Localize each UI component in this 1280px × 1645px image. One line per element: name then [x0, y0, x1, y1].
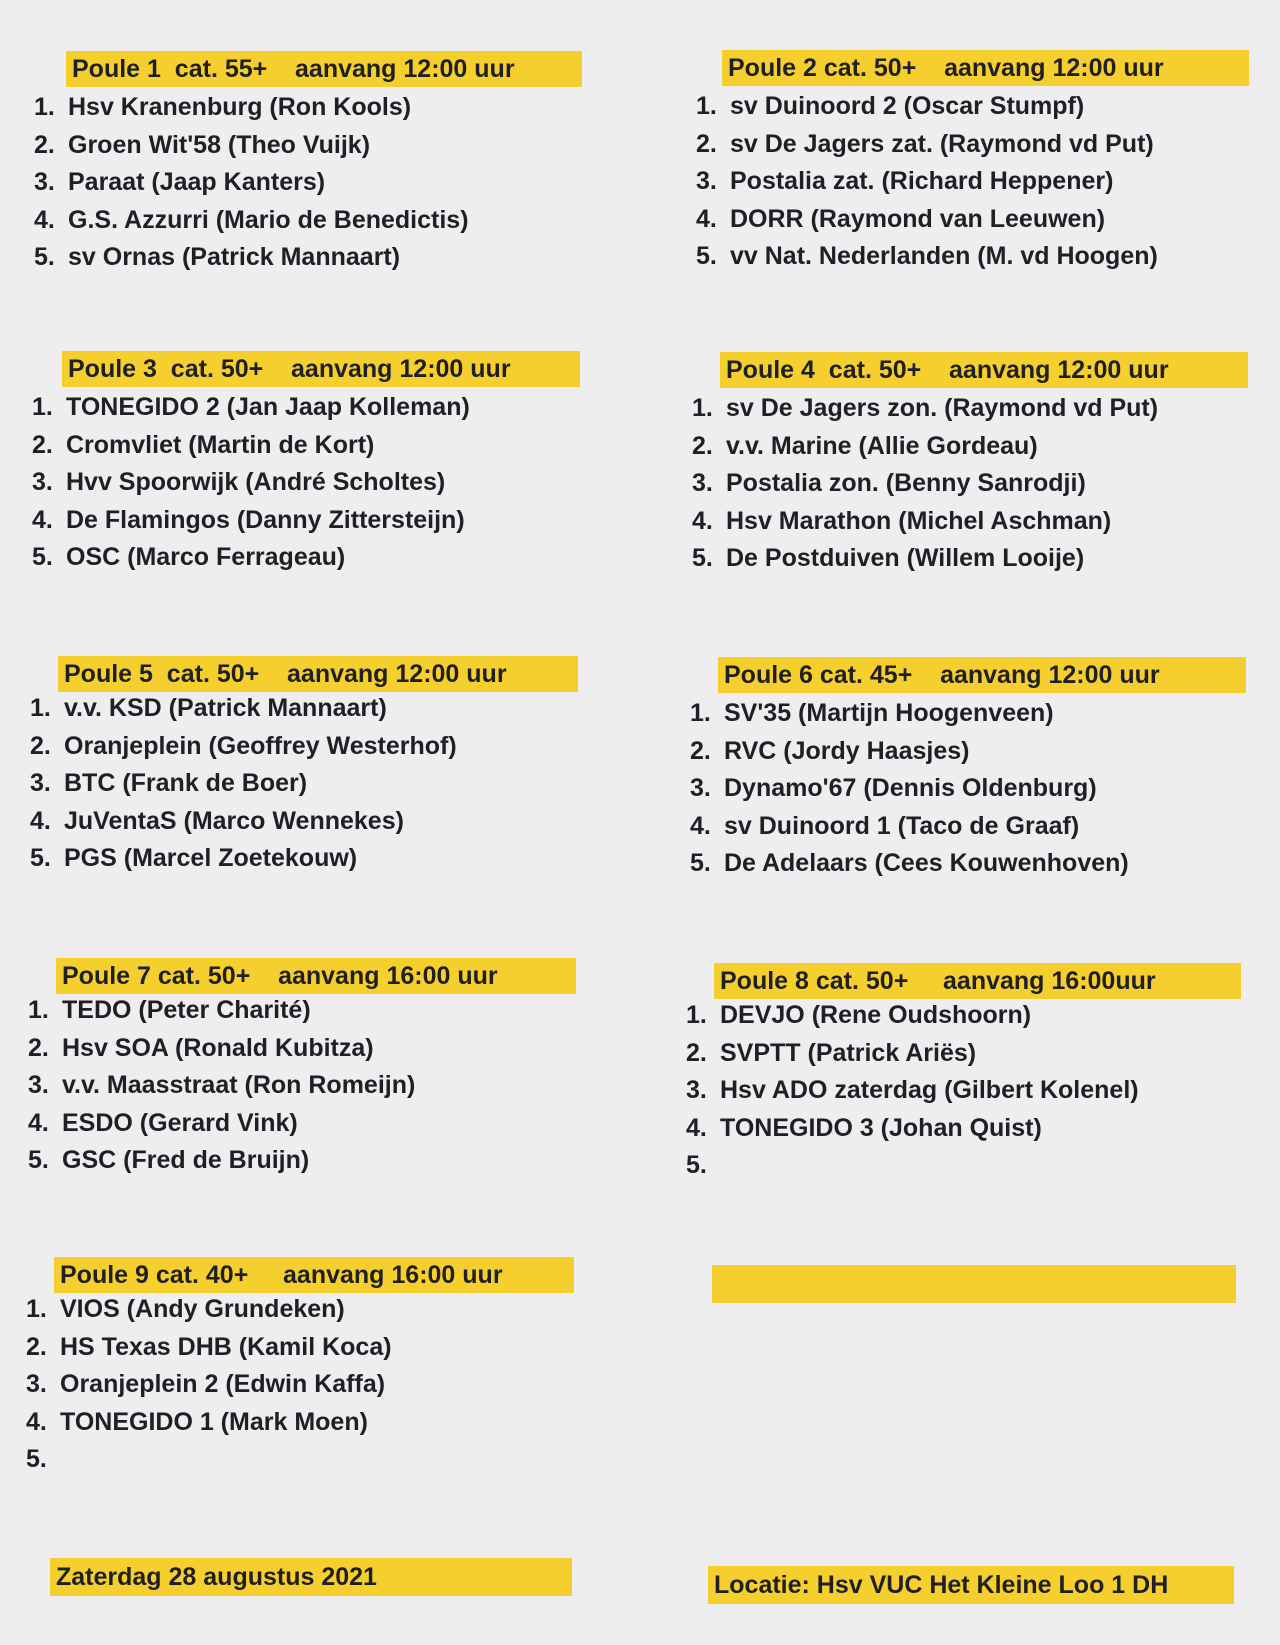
team-name: SV'35 (Martijn Hoogenveen) — [724, 699, 1054, 727]
poule-1 — [34, 51, 582, 277]
team-item — [30, 840, 578, 878]
team-name: Dynamo'67 (Dennis Oldenburg) — [724, 774, 1097, 802]
poule-header: Poule 3 cat. 50+ aanvang 12:00 uur — [62, 351, 580, 387]
team-item — [692, 503, 1248, 541]
team-number: 4. — [30, 806, 51, 835]
team-number: 4. — [696, 204, 717, 233]
team-number: 3. — [692, 469, 713, 497]
team-number: 4. — [26, 1407, 47, 1436]
team-number: 5. — [686, 1151, 707, 1179]
team-number: 3. — [696, 167, 717, 195]
team-name: Oranjeplein (Geoffrey Westerhof) — [64, 731, 457, 760]
team-item — [696, 126, 1249, 164]
team-item — [686, 1147, 1241, 1185]
team-name: RVC (Jordy Haasjes) — [724, 736, 970, 765]
poule-9 — [26, 1257, 574, 1479]
team-item — [32, 427, 580, 465]
team-number: 5. — [30, 844, 51, 872]
team-name: sv Duinoord 1 (Taco de Graaf) — [724, 811, 1080, 840]
team-name: v.v. Marine (Allie Gordeau) — [726, 431, 1038, 460]
team-number: 3. — [28, 1071, 49, 1099]
team-number: 1. — [696, 92, 717, 120]
poule-3 — [32, 351, 580, 577]
team-item — [692, 540, 1248, 578]
team-item — [32, 389, 580, 427]
team-list — [32, 389, 580, 577]
team-item — [690, 845, 1246, 883]
team-item — [692, 465, 1248, 503]
team-name: DEVJO (Rene Oudshoorn) — [720, 1001, 1032, 1029]
team-item — [686, 997, 1241, 1035]
team-number: 3. — [34, 168, 55, 196]
team-item — [692, 428, 1248, 466]
poule-8 — [686, 963, 1241, 1185]
team-name: Oranjeplein 2 (Edwin Kaffa) — [60, 1370, 386, 1398]
team-number: 2. — [34, 130, 55, 159]
team-item — [30, 803, 578, 841]
team-name: ESDO (Gerard Vink) — [62, 1108, 298, 1137]
team-name: JuVentaS (Marco Wennekes) — [64, 806, 404, 835]
team-item — [28, 1105, 576, 1143]
team-name: TONEGIDO 3 (Johan Quist) — [720, 1113, 1042, 1142]
poule-4 — [692, 352, 1248, 578]
team-number: 2. — [692, 431, 713, 460]
team-number: 2. — [32, 430, 53, 459]
poule-empty — [712, 1265, 1236, 1303]
team-item — [690, 808, 1246, 846]
team-name: DORR (Raymond van Leeuwen) — [730, 204, 1106, 233]
team-number: 5. — [26, 1445, 47, 1473]
team-name: Postalia zat. (Richard Heppener) — [730, 167, 1114, 195]
team-number: 4. — [692, 506, 713, 535]
team-name: Postalia zon. (Benny Sanrodji) — [726, 469, 1086, 497]
team-name: Paraat (Jaap Kanters) — [68, 168, 326, 196]
team-item — [32, 539, 580, 577]
team-name: TONEGIDO 1 (Mark Moen) — [60, 1407, 368, 1436]
team-name: TEDO (Peter Charité) — [62, 996, 311, 1024]
team-name: Hsv Kranenburg (Ron Kools) — [68, 93, 412, 121]
team-number: 1. — [30, 694, 51, 722]
team-number: 1. — [34, 93, 55, 121]
team-number: 4. — [690, 811, 711, 840]
team-number: 1. — [26, 1295, 47, 1323]
team-item — [690, 733, 1246, 771]
team-item — [28, 1030, 576, 1068]
team-number: 3. — [686, 1076, 707, 1104]
team-name: Hvv Spoorwijk (André Scholtes) — [66, 468, 446, 496]
team-name: HS Texas DHB (Kamil Koca) — [60, 1332, 392, 1361]
poule-header: Poule 7 cat. 50+ aanvang 16:00 uur — [56, 958, 576, 994]
team-number: 1. — [690, 699, 711, 727]
event-date: Zaterdag 28 augustus 2021 — [50, 1558, 572, 1596]
team-item — [34, 89, 582, 127]
team-number: 1. — [686, 1001, 707, 1029]
team-name: De Postduiven (Willem Looije) — [726, 544, 1085, 572]
team-name: De Flamingos (Danny Zittersteijn) — [66, 505, 465, 534]
team-name: SVPTT (Patrick Ariës) — [720, 1038, 977, 1067]
team-number: 2. — [686, 1038, 707, 1067]
team-item — [34, 127, 582, 165]
poule-header: Poule 5 cat. 50+ aanvang 12:00 uur — [58, 656, 578, 692]
team-item — [686, 1110, 1241, 1148]
team-list — [34, 89, 582, 277]
poule-6 — [690, 657, 1246, 883]
team-item — [28, 992, 576, 1030]
team-number: 3. — [690, 774, 711, 802]
team-list — [28, 992, 576, 1180]
team-name: v.v. KSD (Patrick Mannaart) — [64, 694, 387, 722]
team-number: 5. — [34, 243, 55, 271]
team-number: 5. — [28, 1146, 49, 1174]
team-name: OSC (Marco Ferrageau) — [66, 543, 346, 571]
event-location: Locatie: Hsv VUC Het Kleine Loo 1 DH — [708, 1566, 1234, 1604]
team-list — [26, 1291, 574, 1479]
team-number: 3. — [26, 1370, 47, 1398]
team-list — [690, 695, 1246, 883]
team-list — [686, 997, 1241, 1185]
team-number: 3. — [30, 769, 51, 797]
team-list — [696, 88, 1249, 276]
team-number: 2. — [26, 1332, 47, 1361]
team-item — [28, 1142, 576, 1180]
team-number: 4. — [32, 505, 53, 534]
team-item — [26, 1441, 574, 1479]
team-name: GSC (Fred de Bruijn) — [62, 1146, 310, 1174]
team-name: sv Duinoord 2 (Oscar Stumpf) — [730, 92, 1085, 120]
team-name: Cromvliet (Martin de Kort) — [66, 430, 375, 459]
team-number: 2. — [696, 129, 717, 158]
team-item — [30, 765, 578, 803]
team-number: 1. — [32, 393, 53, 421]
team-item — [686, 1072, 1241, 1110]
team-name: Groen Wit'58 (Theo Vuijk) — [68, 130, 371, 159]
team-number: 2. — [690, 736, 711, 765]
poule-header: Poule 9 cat. 40+ aanvang 16:00 uur — [54, 1257, 574, 1293]
team-item — [34, 239, 582, 277]
team-item — [34, 164, 582, 202]
team-item — [692, 390, 1248, 428]
team-name: sv De Jagers zat. (Raymond vd Put) — [730, 129, 1154, 158]
team-item — [690, 770, 1246, 808]
team-item — [32, 502, 580, 540]
team-item — [696, 201, 1249, 239]
team-number: 5. — [692, 544, 713, 572]
team-item — [26, 1404, 574, 1442]
team-item — [28, 1067, 576, 1105]
team-item — [696, 163, 1249, 201]
poule-5 — [30, 656, 578, 878]
poule-header: Poule 2 cat. 50+ aanvang 12:00 uur — [722, 50, 1249, 86]
team-item — [696, 88, 1249, 126]
poule-header: Poule 1 cat. 55+ aanvang 12:00 uur — [66, 51, 582, 87]
team-number: 4. — [28, 1108, 49, 1137]
poule-7 — [28, 958, 576, 1180]
team-name: TONEGIDO 2 (Jan Jaap Kolleman) — [66, 393, 470, 421]
team-name: BTC (Frank de Boer) — [64, 769, 308, 797]
team-item — [26, 1366, 574, 1404]
team-number: 2. — [28, 1033, 49, 1062]
team-number: 4. — [34, 205, 55, 234]
poule-header: Poule 6 cat. 45+ aanvang 12:00 uur — [718, 657, 1246, 693]
team-item — [30, 690, 578, 728]
team-name: Hsv SOA (Ronald Kubitza) — [62, 1033, 374, 1062]
poule-header: Poule 8 cat. 50+ aanvang 16:00uur — [714, 963, 1241, 999]
team-name: VIOS (Andy Grundeken) — [60, 1295, 345, 1323]
team-name: sv De Jagers zon. (Raymond vd Put) — [726, 394, 1159, 422]
poule-header-empty — [712, 1265, 1236, 1303]
team-item — [34, 202, 582, 240]
team-name: Hsv ADO zaterdag (Gilbert Kolenel) — [720, 1076, 1139, 1104]
team-item — [26, 1291, 574, 1329]
team-number: 1. — [28, 996, 49, 1024]
team-list — [692, 390, 1248, 578]
poule-header: Poule 4 cat. 50+ aanvang 12:00 uur — [720, 352, 1248, 388]
team-number: 3. — [32, 468, 53, 496]
team-list — [30, 690, 578, 878]
team-number: 4. — [686, 1113, 707, 1142]
team-item — [686, 1035, 1241, 1073]
team-name: PGS (Marcel Zoetekouw) — [64, 844, 358, 872]
team-item — [26, 1329, 574, 1367]
team-number: 5. — [32, 543, 53, 571]
team-item — [690, 695, 1246, 733]
team-name: Hsv Marathon (Michel Aschman) — [726, 506, 1112, 535]
team-number: 1. — [692, 394, 713, 422]
team-item — [696, 238, 1249, 276]
poule-2 — [696, 50, 1249, 276]
team-item — [30, 728, 578, 766]
team-name: sv Ornas (Patrick Mannaart) — [68, 243, 401, 271]
team-name: De Adelaars (Cees Kouwenhoven) — [724, 849, 1129, 877]
team-number: 2. — [30, 731, 51, 760]
team-item — [32, 464, 580, 502]
team-name: G.S. Azzurri (Mario de Benedictis) — [68, 205, 469, 234]
team-name: vv Nat. Nederlanden (M. vd Hoogen) — [730, 242, 1158, 270]
team-number: 5. — [690, 849, 711, 877]
team-name: v.v. Maasstraat (Ron Romeijn) — [62, 1071, 416, 1099]
team-number: 5. — [696, 242, 717, 270]
